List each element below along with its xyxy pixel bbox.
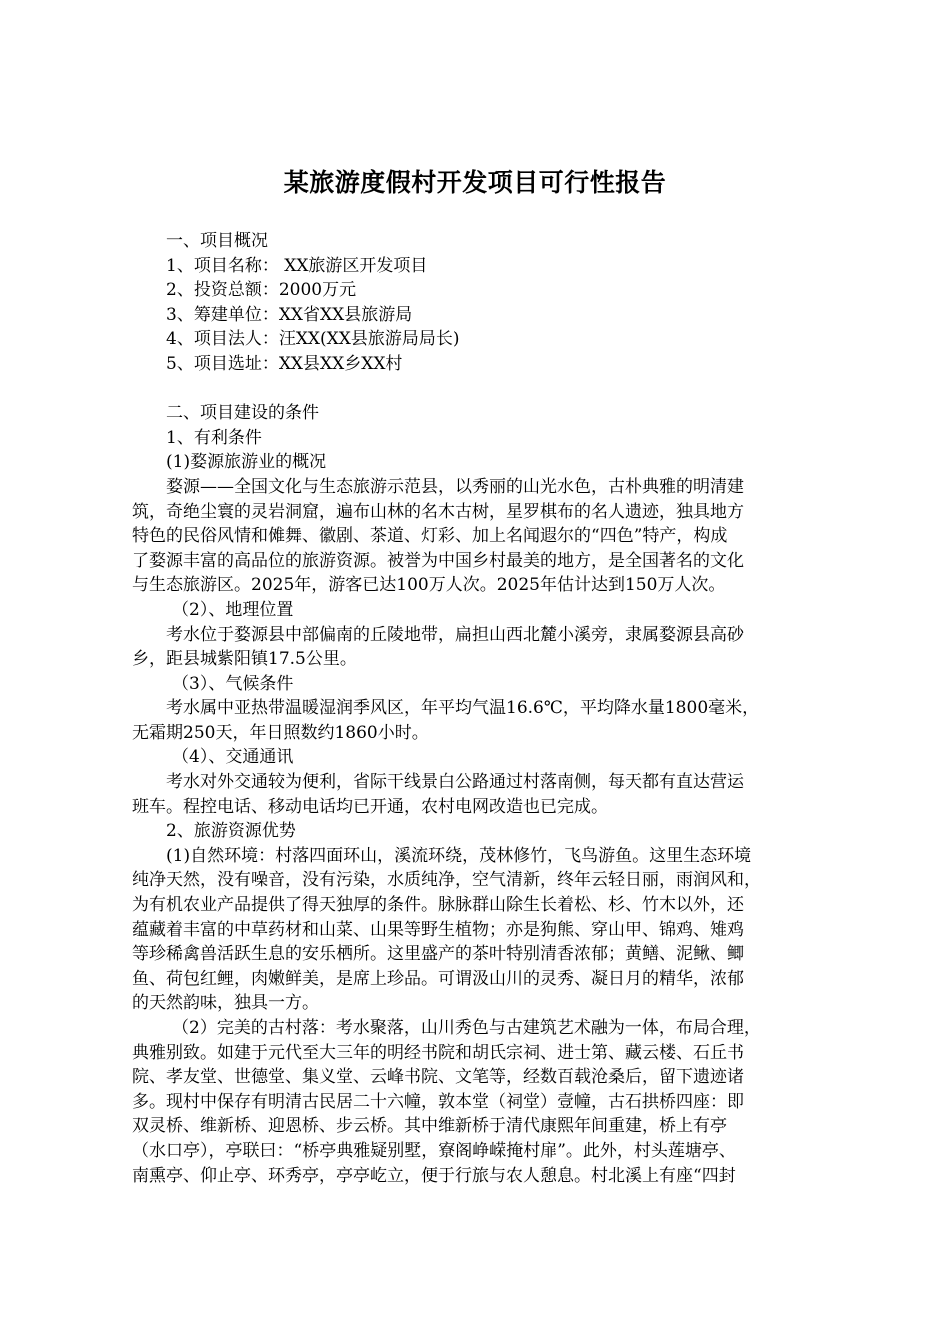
paragraph-line: 无霜期250天，年日照数约1860小时。 — [132, 722, 429, 743]
paragraph-line: 5、项目选址：XX县XX乡XX村 — [166, 353, 403, 374]
paragraph-line: 乡，距县城紫阳镇17.5公里。 — [132, 649, 357, 670]
paragraph-line: 双灵桥、维新桥、迎恩桥、步云桥。其中维新桥于清代康熙年间重建，桥上有亭 — [132, 1116, 727, 1137]
paragraph-line: 3、筹建单位：XX省XX县旅游局 — [166, 304, 413, 325]
paragraph-line: 蕴藏着丰富的中草药材和山菜、山果等野生植物；亦是狗熊、穿山甲、锦鸡、雉鸡 — [132, 919, 744, 940]
paragraph-line: 多。现村中保存有明清古民居二十六幢，敦本堂（祠堂）壹幢，古石拱桥四座：即 — [132, 1091, 744, 1112]
document-title: 某旅游度假村开发项目可行性报告 — [283, 168, 667, 197]
subsection-heading: 2、旅游资源优势 — [166, 821, 296, 842]
subsection-heading: （4）、交通通讯 — [172, 747, 294, 768]
paragraph-line: 考水对外交通较为便利，省际干线景白公路通过村落南侧，每天都有直达营运 — [166, 772, 744, 793]
paragraph-line: 4、项目法人：汪XX(XX县旅游局局长) — [166, 329, 460, 350]
subsection-heading: （2）、地理位置 — [172, 599, 294, 620]
paragraph-line: （2）完美的古村落：考水聚落，山川秀色与古建筑艺术融为一体，布局合理， — [172, 1018, 761, 1038]
section-heading: 一、项目概况 — [166, 231, 268, 251]
paragraph-line: 考水属中亚热带温暖湿润季风区，年平均气温16.6℃，平均降水量1800毫米， — [166, 698, 760, 719]
paragraph-line: 班车。程控电话、移动电话均已开通，农村电网改造也已完成。 — [132, 796, 608, 817]
paragraph-line: 的天然韵味，独具一方。 — [132, 993, 319, 1014]
paragraph-line: 与生态旅游区。2025年，游客已达100万人次。2025年估计达到150万人次。 — [132, 575, 726, 596]
paragraph-line: 典雅别致。如建于元代至大三年的明经书院和胡氏宗祠、进士第、藏云楼、石丘书 — [132, 1042, 744, 1063]
paragraph-line: 等珍稀禽兽活跃生息的安乐栖所。这里盛产的茶叶特别清香浓郁；黄鳝、泥鳅、鲫 — [132, 944, 744, 965]
subsection-heading: （3）、气候条件 — [172, 673, 294, 694]
subsection-heading: (1)婺源旅游业的概况 — [166, 452, 327, 473]
paragraph-line: 婺源——全国文化与生态旅游示范县，以秀丽的山光水色，古朴典雅的明清建 — [166, 476, 744, 497]
paragraph-line: 鱼、荷包红鲤，肉嫩鲜美，是席上珍品。可谓汲山川的灵秀、凝日月的精华，浓郁 — [132, 968, 744, 989]
paragraph-line: 了婺源丰富的高品位的旅游资源。被誉为中国乡村最美的地方，是全国著名的文化 — [132, 550, 744, 571]
paragraph-line: 特色的民俗风情和傩舞、徽剧、茶道、灯彩、加上名闻遐尔的“四色”特产，构成 — [132, 526, 728, 547]
paragraph-line: 为有机农业产品提供了得天独厚的条件。脉脉群山除生长着松、杉、竹木以外，还 — [132, 895, 744, 916]
paragraph-line: 考水位于婺源县中部偏南的丘陵地带，扁担山西北麓小溪旁，隶属婺源县高砂 — [166, 624, 744, 645]
blank-line — [132, 377, 832, 402]
paragraph-line: (1)自然环境：村落四面环山，溪流环绕，茂林修竹，飞鸟游鱼。这里生态环境 — [166, 845, 752, 866]
paragraph-line: 纯净天然，没有噪音，没有污染，水质纯净，空气清新，终年云轻日丽，雨润风和， — [132, 870, 761, 891]
document-body — [132, 229, 832, 1188]
section-heading: 二、项目建设的条件 — [166, 403, 319, 424]
subsection-heading: 1、有利条件 — [166, 427, 262, 448]
paragraph-line: （水口亭），亭联曰：“桥亭典雅疑别墅，寮阁峥嵘掩村扉”。此外，村头莲塘亭、 — [132, 1140, 736, 1161]
paragraph-line: 院、孝友堂、世德堂、集义堂、云峰书院、文笔等，经数百载沧桑后，留下遗迹诸 — [132, 1067, 744, 1088]
paragraph-line: 筑，奇绝尘寰的灵岩洞窟，遍布山林的名木古树，星罗棋布的名人遗迹，独具地方 — [132, 501, 744, 522]
paragraph-line: 1、项目名称： XX旅游区开发项目 — [166, 255, 428, 276]
paragraph-line: 南熏亭、仰止亭、环秀亭，亭亭屹立，便于行旅与农人憩息。村北溪上有座“四封 — [132, 1165, 736, 1186]
paragraph-line: 2、投资总额：2000万元 — [166, 280, 357, 301]
